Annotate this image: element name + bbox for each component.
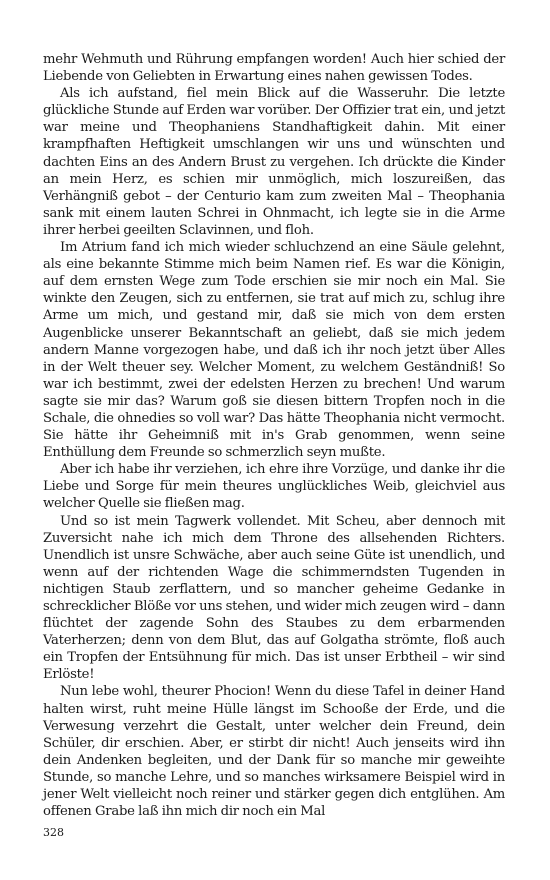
page-body — [43, 51, 505, 820]
page-number: 328 — [43, 826, 64, 839]
paragraph-2: Als ich aufstand, fiel mein Blick auf die Wasseruhr. Die letzte glückliche Stunde auf Erden war vorüber. Der Offizier trat ein, und jetzt war meine und Theophaniens Standhaftigkeit dahin. Mit einer krampfhaften Heftigkeit umschlangen wir uns und wünschten und dachten Eins an des Andern Brust zu vergehen. Ich drückte die Kinder an mein Herz, es schien mir unmöglich, mich loszureißen, das Verhängniß gebot – der Centurio kam zum zweiten Mal – Theophania sank mit einem lauten Schrei in Ohnmacht, ich legte sie in die Arme ihrer herbei geeilten Sclavinnen, und floh. — [43, 86, 505, 238]
paragraph-1: mehr Wehmuth und Rührung empfangen worden! Auch hier schied der Liebende von Geliebten in Erwartung eines nahen gewissen Todes. — [43, 52, 505, 85]
paragraph-6: Nun lebe wohl, theurer Phocion! Wenn du diese Tafel in deiner Hand halten wirst, ruht meine Hülle längst im Schooße der Erde, und die Verwesung verzehrt die Gestalt, unter welcher dein Freund, dein Schüler, dir erschien. Aber, er stirbt dir nicht! Auch jenseits wird ihn dein Andenken begleiten, und der Dank für so manche mir geweihte Stunde, so manche Lehre, und so manches wirksamere Beispiel wird in jener Welt vielleicht noch reiner und stärker gegen dich entglühen. Am offenen Grabe laß ihn mich dir noch ein Mal — [43, 684, 505, 820]
paragraph-3: Im Atrium fand ich mich wieder schluchzend an eine Säule gelehnt, als eine bekannte Stimme mich beim Namen rief. Es war die Königin, auf dem ernsten Wege zum Tode erschien sie mir noch ein Mal. Sie winkte den Zeugen, sich zu entfernen, sie trat auf mich zu, schlug ihre Arme um mich, und gestand mir, daß sie mich von dem ersten Augenblicke unserer Bekanntschaft an geliebt, daß sie mich jedem andern Manne vorgezogen habe, und daß ich ihr noch jetzt über Alles in der Welt theuer sey. Welcher Moment, zu welchem Geständniß! So war ich bestimmt, zwei der edelsten Herzen zu brechen! Und warum sagte sie mir das? Warum goß sie diesen bittern Tropfen noch in die Schale, die ohnedies so voll war? Das hätte Theophania nicht vermocht. Sie hätte ihr Geheimniß mit in's Grab genommen, wenn seine Enthüllung dem Freunde so schmerzlich seyn mußte. — [43, 240, 505, 461]
paragraph-5: Und so ist mein Tagwerk vollendet. Mit Scheu, aber dennoch mit Zuversicht nahe ich mich dem Throne des allsehenden Richters. Unendlich ist unsre Schwäche, aber auch seine Güte ist unendlich, und wenn auf der richtenden Wage die schimmerndsten Tugenden in nichtigen Staub zerflattern, und so mancher geheime Gedanke in schrecklicher Blöße vor uns stehen, und wider mich zeugen wird – dann flüchtet der zagende Sohn des Staubes zu dem erbarmenden Vaterherzen; denn von dem Blut, das auf Golgatha strömte, floß auch ein Tropfen der Entsühnung für mich. Das ist unser Erbtheil – wir sind Erlöste! — [43, 513, 505, 683]
paragraph-4: Aber ich habe ihr verziehen, ich ehre ihre Vorzüge, und danke ihr die Liebe und Sorge für mein theures unglückliches Weib, gleichviel aus welcher Quelle sie fließen mag. — [43, 462, 505, 512]
